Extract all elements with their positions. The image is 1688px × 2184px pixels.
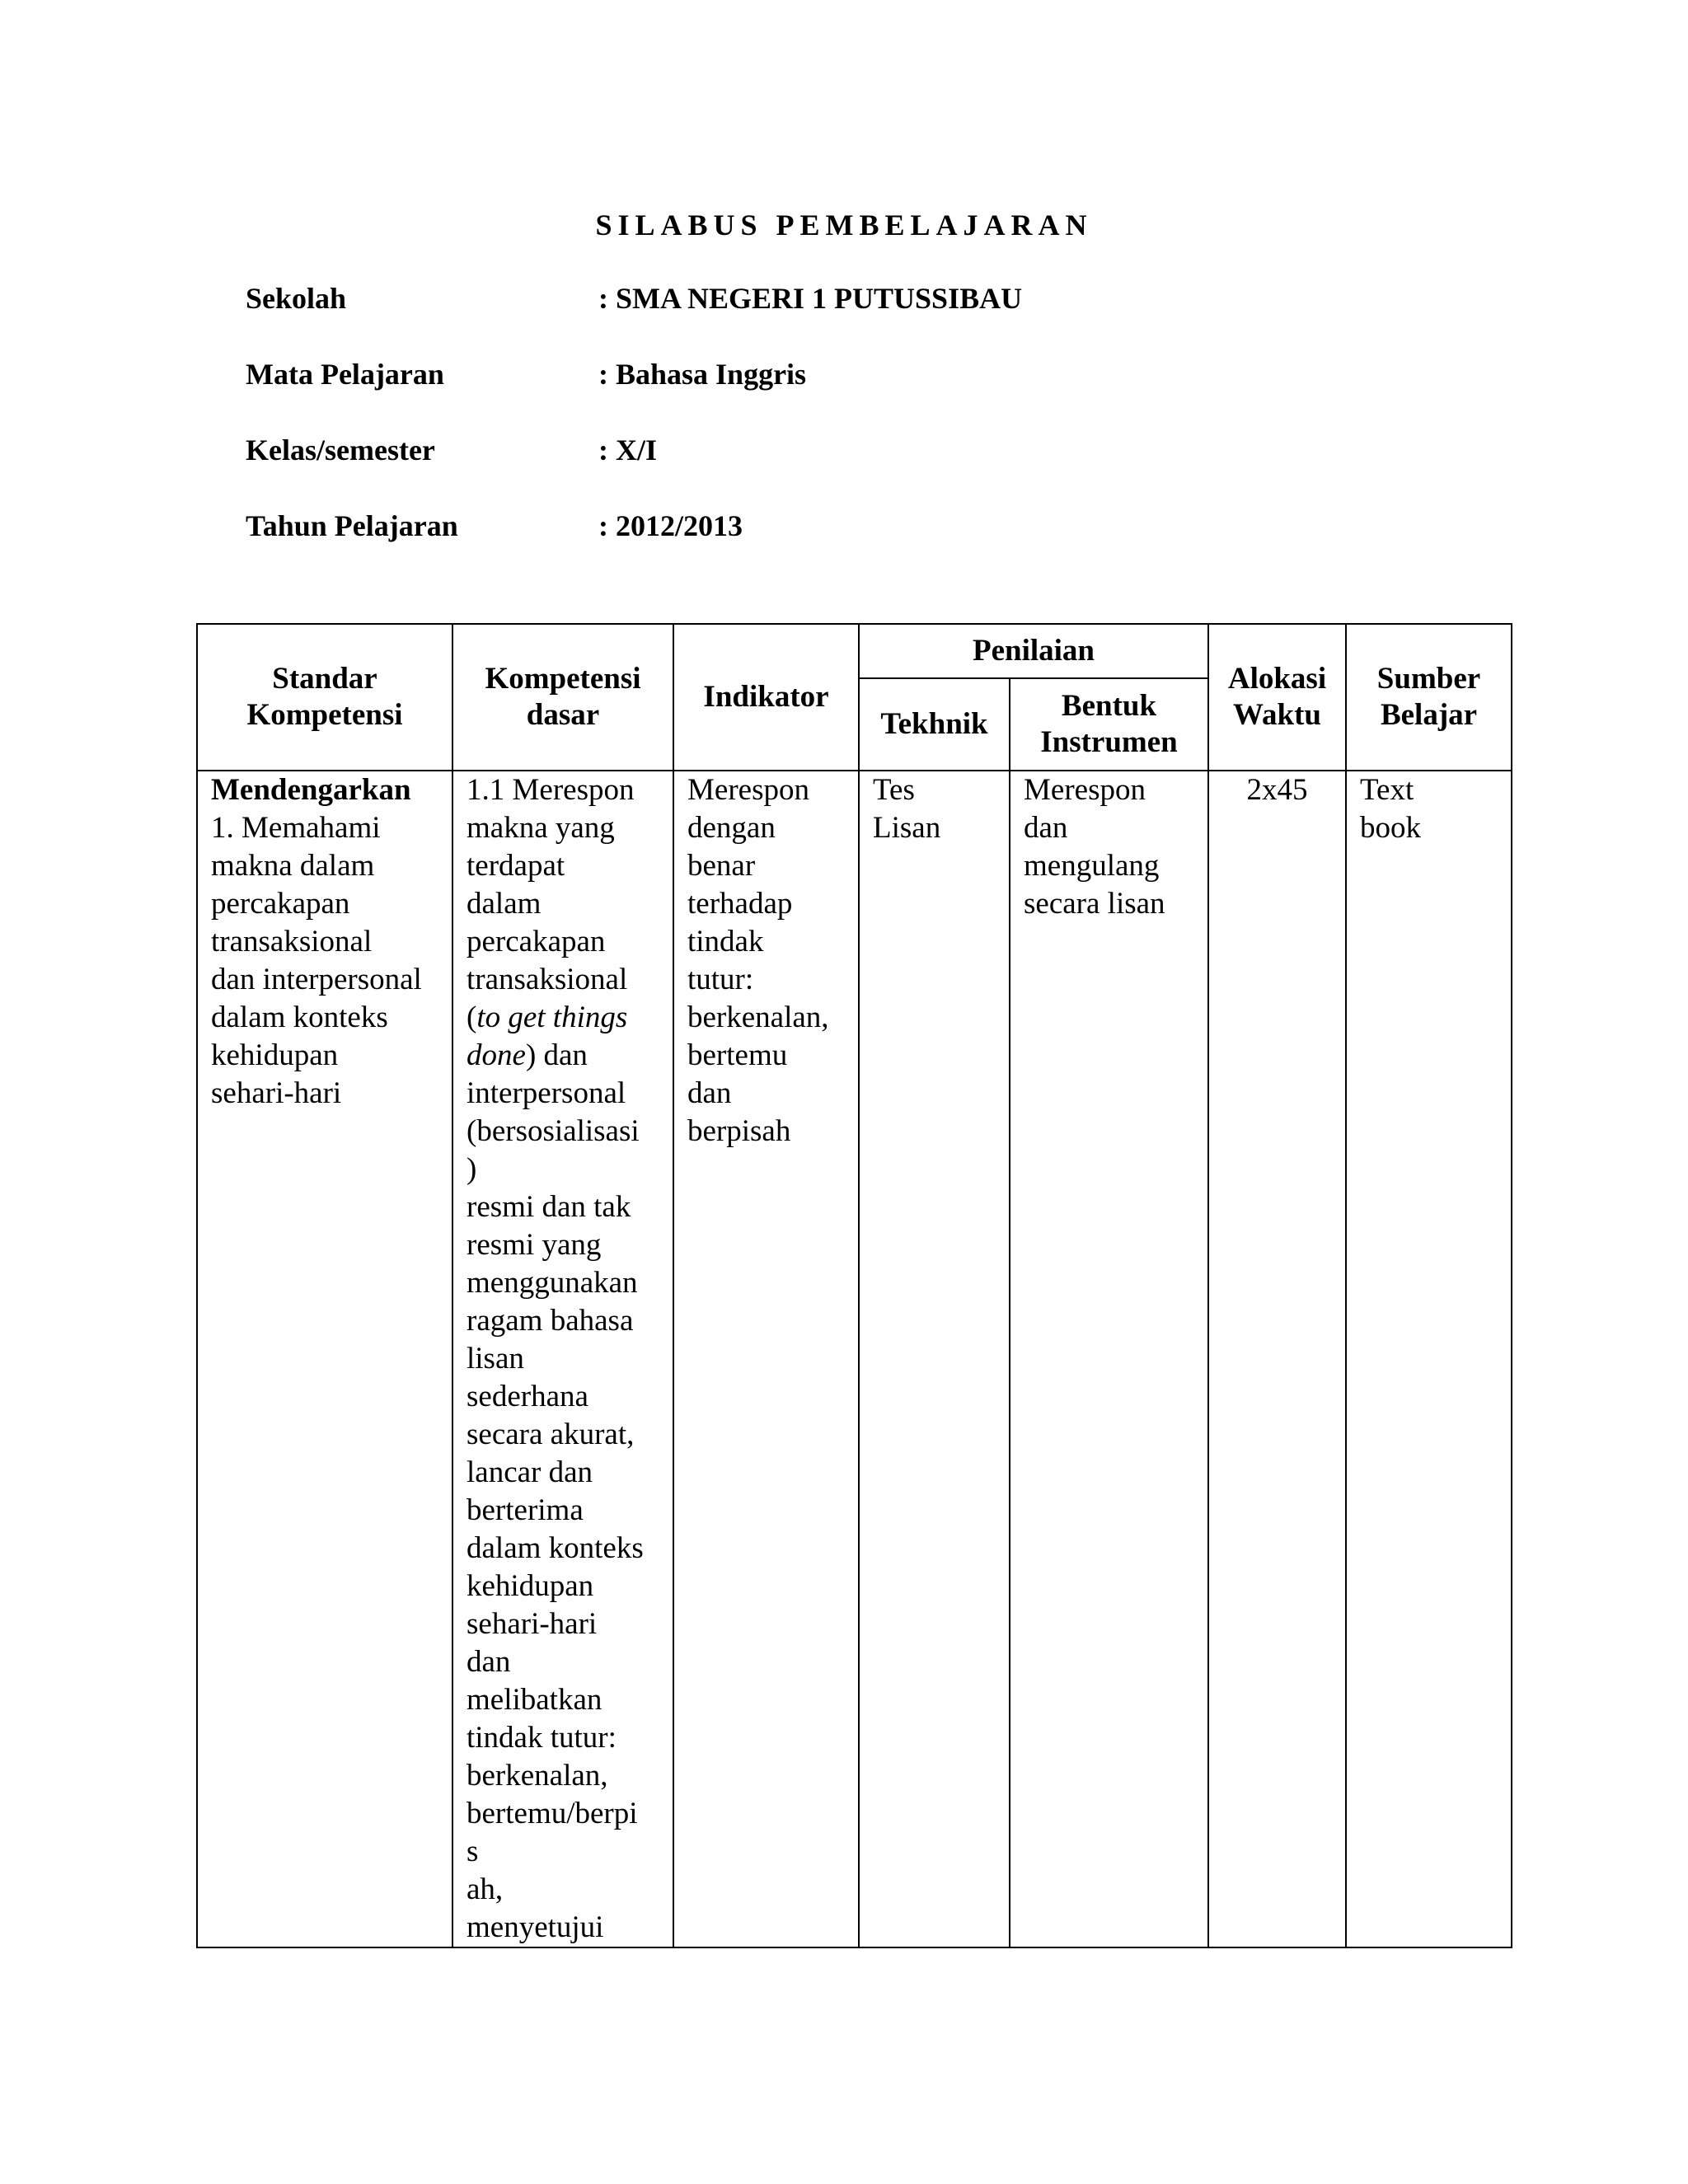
meta-label: Sekolah <box>246 282 347 315</box>
cell-bentuk-instrumen: Merespon dan mengulang secara lisan <box>1010 771 1208 1947</box>
meta-value: : X/I <box>598 434 657 466</box>
header-alokasi-waktu: Alokasi Waktu <box>1208 624 1346 771</box>
meta-value: : SMA NEGERI 1 PUTUSSIBAU <box>598 282 1023 315</box>
cell-alokasi-waktu: 2x45 <box>1208 771 1346 1947</box>
header-kompetensi-dasar: Kompetensi dasar <box>452 624 673 771</box>
header-standar-kompetensi: Standar Kompetensi <box>197 624 452 771</box>
header-tekhnik: Tekhnik <box>859 678 1010 771</box>
kd-text-italic: to get things done <box>467 1001 628 1072</box>
kd-text-part2: ) dan interpersonal (bersosialisasi ) resmi dan tak resmi yang menggunakan ragam bahasa lisan sederhana secara akurat, lancar dan berterima dalam konteks kehidupan sehari-hari dan melibatkan tindak tutur: berkenalan, bertemu/berpi s ah, menyetujui <box>467 1038 644 1944</box>
document-title: SILABUS PEMBELAJARAN <box>595 209 1093 241</box>
cell-indikator: Merespon dengan benar terhadap tindak tutur: berkenalan, bertemu dan berpisah <box>673 771 859 1947</box>
standar-text: 1. Memahami makna dalam percakapan transaksional dan interpersonal dalam konteks kehidupan sehari-hari <box>211 811 422 1110</box>
header-bentuk-instrumen: Bentuk Instrumen <box>1010 678 1208 771</box>
meta-value: : 2012/2013 <box>598 509 743 542</box>
header-indikator: Indikator <box>673 624 859 771</box>
cell-sumber-belajar: Text book <box>1346 771 1512 1947</box>
meta-value: : Bahasa Inggris <box>598 358 807 391</box>
header-penilaian: Penilaian <box>859 624 1208 678</box>
meta-label: Kelas/semester <box>246 434 435 466</box>
standar-heading: Mendengarkan <box>211 773 411 807</box>
cell-standar-kompetensi <box>197 771 452 1947</box>
syllabus-table <box>196 623 1512 1948</box>
table-row <box>197 771 1512 1947</box>
cell-tekhnik: Tes Lisan <box>859 771 1010 1947</box>
meta-label: Tahun Pelajaran <box>246 509 458 542</box>
header-sumber-belajar: Sumber Belajar <box>1346 624 1512 771</box>
cell-kompetensi-dasar <box>452 771 673 1947</box>
kd-text-part1: 1.1 Merespon makna yang terdapat dalam percakapan transaksional ( <box>467 773 635 1034</box>
meta-label: Mata Pelajaran <box>246 358 444 391</box>
header-row-top <box>197 624 1512 678</box>
